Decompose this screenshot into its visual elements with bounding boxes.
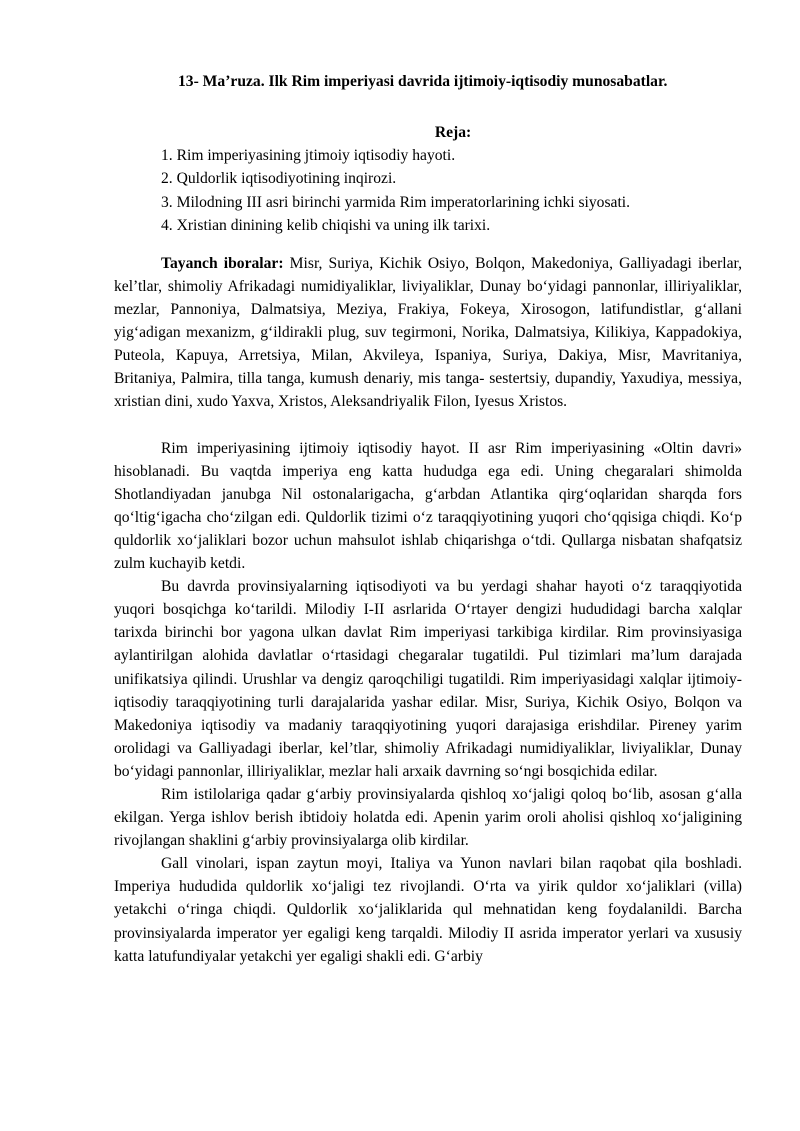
- plan-item: 2. Quldorlik iqtisodiyotining inqirozi.: [161, 170, 397, 188]
- body-paragraph: Gall vinolari, ispan zaytun moyi, Italiya va Yunon navlari bilan raqobat qila boshladi. Imperiya hududida quldorlik xo‘jaligi tez rivojlandi. O‘rta va yirik quldor xo‘jaliklari (villa) yetakchi o‘ringa chiqdi. Quldorlik xo‘jaliklarida qul mehnatidan keng foydalanildi. Barcha provinsiyalarda imperator yer egaligi keng tarqaldi. Milodiy II asrida imperator yerlari va xususiy katta latufundiyalar yetakchi yer egaligi shakli edi. G‘arbiy: [114, 855, 742, 965]
- body-paragraph: Rim imperiyasining ijtimoiy iqtisodiy hayot. II asr Rim imperiyasining «Oltin davri» hisoblanadi. Bu vaqtda imperiya eng katta hududga ega edi. Uning chegaralari shimolda Shotlandiyadan janubga Nil ostonalarigacha, g‘arbdan Atlantika qirg‘oqlaridan sharqda fors qo‘ltig‘igacha cho‘zilgan edi. Quldorlik tizimi o‘z taraqqiyotining yuqori cho‘qqisiga chiqdi. Ko‘p quldorlik xo‘jaliklari bozor uchun mahsulot ishlab chiqarishga o‘tdi. Qullarga nisbatan shafqatsiz zulm kuchayib ketdi.: [114, 439, 742, 573]
- keywords-paragraph: [114, 252, 742, 414]
- plan-list: [114, 144, 742, 237]
- body-paragraph: Bu davrda provinsiyalarning iqtisodiyoti va bu yerdagi shahar hayoti o‘z taraqqiyotida yuqori bosqichga ko‘tarildi. Milodiy I-II asrlarida O‘rtayer dengizi hududidagi barcha xalqlar tarixda birinchi bor yagona ulkan davlat Rim imperiyasi tarkibiga kirdilar. Rim provinsiyasiga aylantirilgan alohida davlatlar o‘rtasidagi chegaralar tugatildi. Pul tizimlari ma’lum darajada unifikatsiya qilindi. Urushlar va dengiz qaroqchiligi tugatildi. Rim imperiyasidagi xalqlar ijtimoiy-iqtisodiy taraqqiyotining turli darajalarida yashar edilar. Misr, Suriya, Kichik Osiyo, Bolqon va Makedoniya iqtisodiy va madaniy taraqqiyotining yuqori darajasiga erishdilar. Pireney yarim orolidagi va Galliyadagi iberlar, kel’tlar, shimoliy Afrikadagi numidiyaliklar, liviyaliklar, Dunay bo‘yidagi pannonlar, illiriyaliklar, mezlar hali arxaik davrning so‘ngi bosqichida edilar.: [114, 578, 742, 780]
- plan-item: 1. Rim imperiyasining jtimoiy iqtisodiy hayoti.: [161, 147, 456, 165]
- document-page: [114, 70, 742, 968]
- plan-item: 4. Xristian dinining kelib chiqishi va uning ilk tarixi.: [161, 216, 491, 234]
- keywords-label: Tayanch iboralar:: [161, 254, 284, 272]
- lecture-title: 13- Ma’ruza. Ilk Rim imperiyasi davrida ijtimoiy-iqtisodiy munosabatlar.: [178, 73, 668, 90]
- plan-item: 3. Milodning III asri birinchi yarmida Rim imperatorlarining ichki siyosati.: [161, 193, 631, 211]
- paragraph-gap: [114, 414, 742, 437]
- keywords-text: Misr, Suriya, Kichik Osiyo, Bolqon, Makedoniya, Galliyadagi iberlar, kel’tlar, shimoliy Afrikadagi numidiyaliklar, liviyaliklar, Dunay bo‘yidagi pannonlar, illiriyaliklar, mezlar, Pannoniya, Dalmatsiya, Meziya, Frakiya, Fokeya, Xirosogon, latifundistlar, g‘allani yig‘adigan mexanizm, g‘ildirakli plug, suv tegirmoni, Norika, Dalmatsiya, Kilikiya, Kappadokiya, Puteola, Kapuya, Arretsiya, Milan, Akvileya, Ispaniya, Suriya, Dakiya, Misr, Mavritaniya, Britaniya, Palmira, tilla tanga, kumush denariy, mis tanga- sestertsiy, dupandiy, Yaxudiya, messiya, xristian dini, xudo Yaxva, Xristos, Aleksandriyalik Filon, Iyesus Xristos.: [114, 254, 742, 411]
- plan-heading: Reja:: [434, 124, 472, 141]
- body-paragraph: Rim istilolariga qadar g‘arbiy provinsiyalarda qishloq xo‘jaligi qoloq bo‘lib, asosan g‘alla ekilgan. Yerga ishlov berish ibtidoiy holatda edi. Apenin yarim oroli aholisi qishloq xo‘jaligining rivojlangan shaklini g‘arbiy provinsiyalarga olib kirdilar.: [114, 785, 742, 850]
